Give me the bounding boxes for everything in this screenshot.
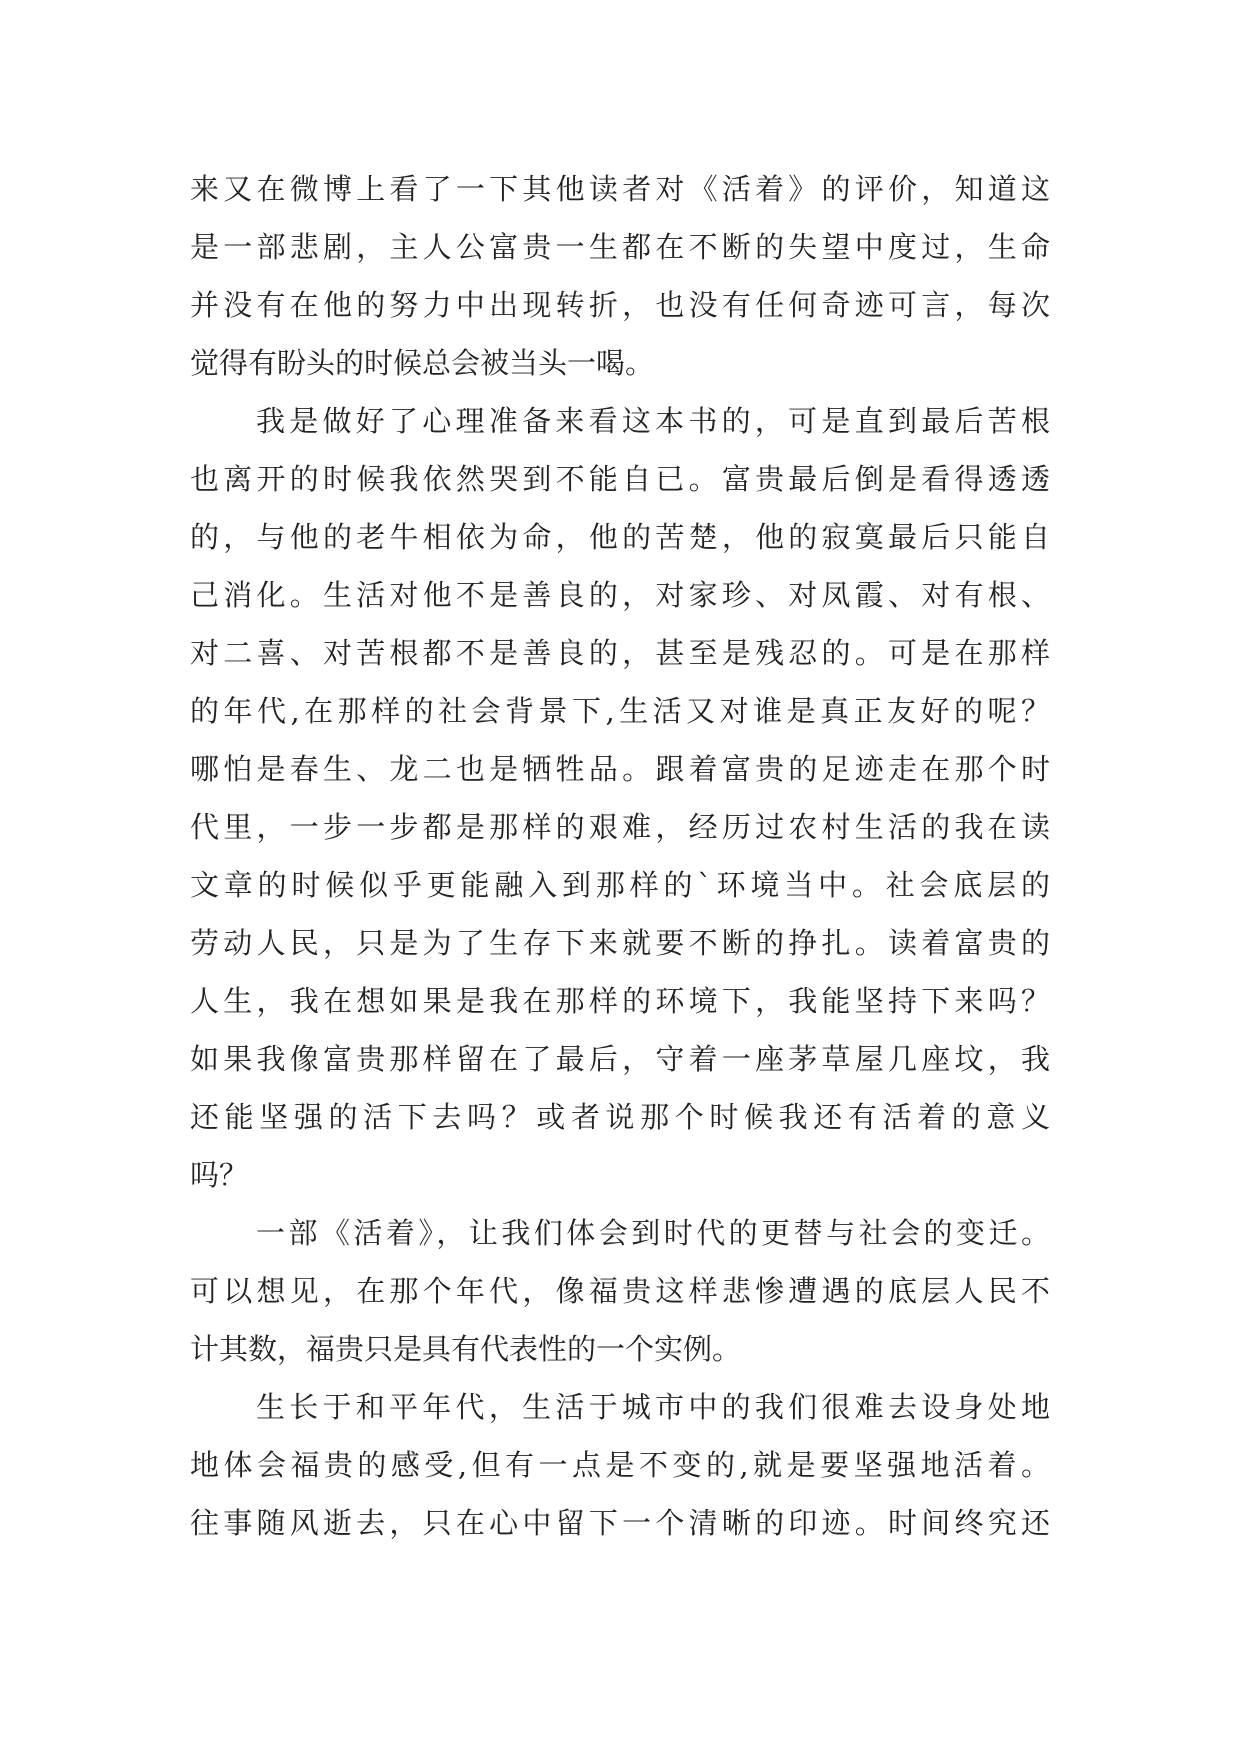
paragraph-first-line: 我是做好了心理准备来看这本书的，可是直到最后苦根	[256, 404, 1050, 438]
text-line: 也离开的时候我依然哭到不能自已。富贵最后倒是看得透透	[190, 462, 1050, 496]
text-line: 代里，一步一步都是那样的艰难，经历过农村生活的我在读	[190, 810, 1050, 844]
text-line: 计其数，福贵只是具有代表性的一个实例。	[190, 1332, 742, 1366]
text-line: 对二喜、对苦根都不是善良的，甚至是残忍的。可是在那样	[190, 636, 1050, 670]
text-line: 地体会福贵的感受,但有一点是不变的,就是要坚强地活着。	[190, 1448, 1050, 1482]
text-line: 如果我像富贵那样留在了最后，守着一座茅草屋几座坟，我	[190, 1042, 1050, 1076]
text-line: 人生，我在想如果是我在那样的环境下，我能坚持下来吗？	[190, 984, 1050, 1018]
text-line: 觉得有盼头的时候总会被当头一喝。	[190, 346, 655, 380]
paragraph-first-line: 生长于和平年代，生活于城市中的我们很难去设身处地	[256, 1390, 1050, 1424]
text-line: 吗？	[190, 1158, 249, 1192]
text-line: 来又在微博上看了一下其他读者对《活着》的评价，知道这	[190, 172, 1050, 206]
text-line: 还能坚强的活下去吗？或者说那个时候我还有活着的意义	[190, 1100, 1050, 1134]
text-line: 可以想见，在那个年代，像福贵这样悲惨遭遇的底层人民不	[190, 1274, 1050, 1308]
paragraph-first-line: 一部《活着》，让我们体会到时代的更替与社会的变迁。	[256, 1216, 1050, 1250]
text-line: 哪怕是春生、龙二也是牺牲品。跟着富贵的足迹走在那个时	[190, 752, 1050, 786]
text-line: 文章的时候似乎更能融入到那样的`环境当中。社会底层的	[190, 868, 1050, 902]
text-line: 己消化。生活对他不是善良的，对家珍、对凤霞、对有根、	[190, 578, 1050, 612]
text-line: 的年代,在那样的社会背景下,生活又对谁是真正友好的呢？	[190, 694, 1050, 728]
text-line: 的，与他的老牛相依为命，他的苦楚，他的寂寞最后只能自	[190, 520, 1050, 554]
text-line: 劳动人民，只是为了生存下来就要不断的挣扎。读着富贵的	[190, 926, 1050, 960]
document-body	[190, 160, 1050, 1552]
text-line: 往事随风逝去，只在心中留下一个清晰的印迹。时间终究还	[190, 1506, 1050, 1540]
text-line: 并没有在他的努力中出现转折，也没有任何奇迹可言，每次	[190, 288, 1050, 322]
text-line: 是一部悲剧，主人公富贵一生都在不断的失望中度过，生命	[190, 230, 1050, 264]
